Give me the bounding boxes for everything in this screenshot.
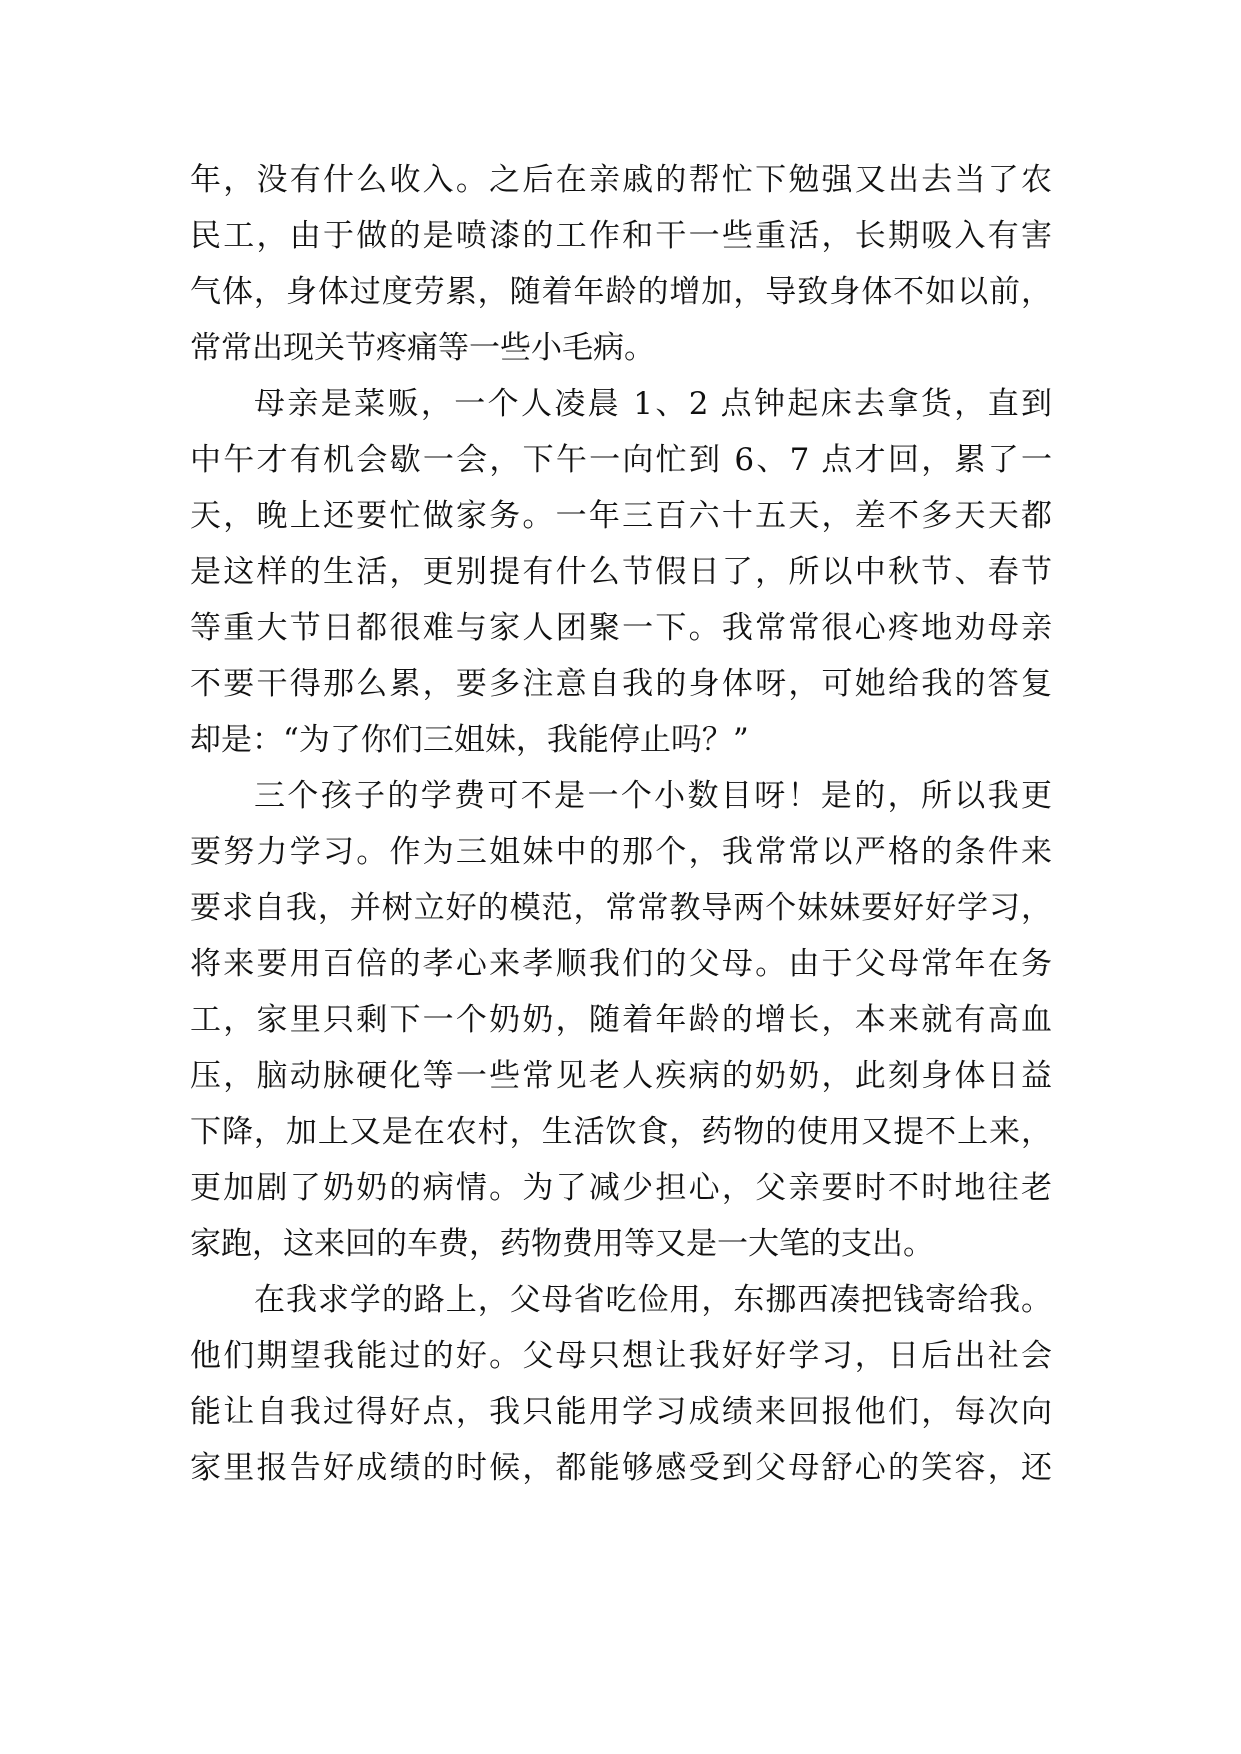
- text-line: 在我求学的路上，父母省吃俭用，东挪西凑把钱寄给我。: [254, 1282, 1052, 1318]
- text-line: 三个孩子的学费可不是一个小数目呀！是的，所以我更: [254, 778, 1052, 814]
- body-text: [190, 0, 1052, 1754]
- text-line: 家跑，这来回的车费，药物费用等又是一大笔的支出。: [190, 1226, 934, 1262]
- text-line: 等重大节日都很难与家人团聚一下。我常常很心疼地劝母亲: [190, 610, 1052, 646]
- text-line: 将来要用百倍的孝心来孝顺我们的父母。由于父母常年在务: [190, 946, 1052, 982]
- text-line: 家里报告好成绩的时候，都能够感受到父母舒心的笑容，还: [190, 1450, 1052, 1486]
- text-line: 母亲是菜贩，一个人凌晨 1、2 点钟起床去拿货，直到: [254, 386, 1052, 422]
- text-line: 要求自我，并树立好的模范，常常教导两个妹妹要好好学习，: [190, 890, 1052, 926]
- text-line: 能让自我过得好点，我只能用学习成绩来回报他们，每次向: [190, 1394, 1052, 1430]
- text-line: 却是：“为了你们三姐妹，我能停止吗？”: [190, 722, 749, 758]
- text-line: 更加剧了奶奶的病情。为了减少担心，父亲要时不时地往老: [190, 1170, 1052, 1206]
- text-line: 工，家里只剩下一个奶奶，随着年龄的增长，本来就有高血: [190, 1002, 1052, 1038]
- text-line: 是这样的生活，更别提有什么节假日了，所以中秋节、春节: [190, 554, 1052, 590]
- text-line: 民工，由于做的是喷漆的工作和干一些重活，长期吸入有害: [190, 218, 1052, 254]
- text-line: 常常出现关节疼痛等一些小毛病。: [190, 330, 655, 366]
- text-line: 气体，身体过度劳累，随着年龄的增加，导致身体不如以前，: [190, 274, 1052, 310]
- text-line: 压，脑动脉硬化等一些常见老人疾病的奶奶，此刻身体日益: [190, 1058, 1052, 1094]
- text-line: 下降，加上又是在农村，生活饮食，药物的使用又提不上来，: [190, 1114, 1052, 1150]
- text-line: 他们期望我能过的好。父母只想让我好好学习，日后出社会: [190, 1338, 1052, 1374]
- text-line: 年，没有什么收入。之后在亲戚的帮忙下勉强又出去当了农: [190, 162, 1052, 198]
- text-line: 要努力学习。作为三姐妹中的那个，我常常以严格的条件来: [190, 834, 1052, 870]
- text-line: 不要干得那么累，要多注意自我的身体呀，可她给我的答复: [190, 666, 1052, 702]
- text-line: 天，晚上还要忙做家务。一年三百六十五天，差不多天天都: [190, 498, 1052, 534]
- text-line: 中午才有机会歇一会，下午一向忙到 6、7 点才回，累了一: [190, 442, 1052, 478]
